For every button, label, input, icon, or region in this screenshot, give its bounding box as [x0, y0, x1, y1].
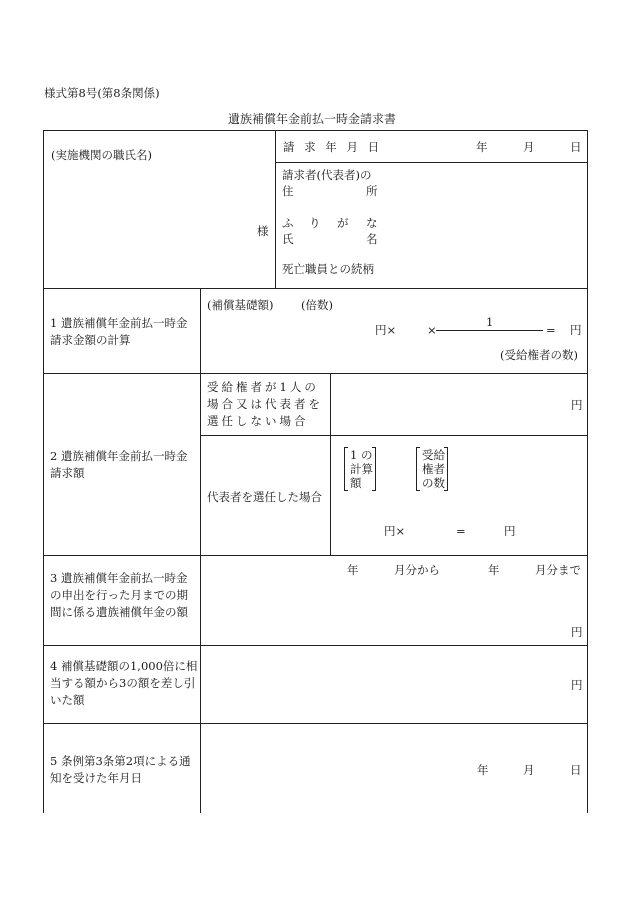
bracket2-left — [416, 447, 420, 491]
rep-result-yen: 円 — [504, 524, 516, 538]
case-single-yen: 円 — [571, 398, 583, 412]
request-date-year: 年 — [476, 140, 488, 154]
case-single-label: 受給権者が1人の場合又は代表者を選任しない場合 — [207, 380, 323, 428]
rep-equals: = — [456, 524, 466, 538]
bracket1-left — [344, 447, 348, 491]
furigana-char-1: ふ — [282, 216, 294, 230]
times-symbol: × — [427, 323, 437, 337]
until-month-label: 月分まで — [535, 563, 581, 577]
notice-year: 年 — [477, 763, 489, 777]
request-date-month: 月 — [523, 140, 535, 154]
from-month-label: 月分から — [394, 563, 440, 577]
bracket1-line1: 1 の — [350, 448, 373, 462]
bracket1-line3: 額 — [350, 476, 362, 490]
bracket2-line1: 受給 — [422, 448, 445, 462]
fraction-numerator: 1 — [486, 315, 494, 329]
bracket2-line3: の数 — [422, 476, 445, 490]
agency-label: (実施機関の職氏名) — [51, 148, 152, 162]
notice-month: 月 — [523, 763, 535, 777]
sama-label: 様 — [257, 224, 269, 238]
relationship-label: 死亡職員との続柄 — [282, 262, 374, 276]
furigana-char-4: な — [366, 216, 378, 230]
multiplier-label: (倍数) — [301, 298, 333, 312]
name-label-right: 名 — [366, 232, 378, 246]
fraction-denominator: (受給権者の数) — [500, 348, 578, 362]
bracket2-line2: 権者 — [422, 462, 445, 476]
case-representative-label: 代表者を選任した場合 — [207, 490, 322, 504]
until-year: 年 — [488, 563, 500, 577]
section3-yen: 円 — [571, 625, 583, 639]
page-title: 遺族補償年金前払一時金請求書 — [228, 112, 397, 126]
section3-label: 3 遺族補償年金前払一時金の申出を行った月までの期間に係る遺族補償年金の額 — [50, 571, 188, 619]
name-label-left: 氏 — [282, 232, 294, 246]
section5-label: 5 条例第3条第2項による通知を受けた年月日 — [50, 754, 191, 785]
yen-times: 円× — [375, 323, 397, 337]
notice-day: 日 — [570, 763, 582, 777]
claimant-label: 請求者(代表者)の — [282, 168, 372, 182]
section1-yen: 円 — [570, 323, 582, 337]
request-date-label: 請 求 年 月 日 — [283, 140, 383, 154]
bracket2-right — [444, 447, 448, 491]
form-number: 様式第8号(第8条関係) — [44, 86, 160, 100]
furigana-char-2: り — [309, 216, 321, 230]
bracket1-line2: 計算 — [350, 462, 373, 476]
bracket1-right — [372, 447, 376, 491]
section2-label: 2 遺族補償年金前払一時金請求額 — [50, 449, 188, 480]
section4-yen: 円 — [571, 678, 583, 692]
address-label-right: 所 — [366, 184, 378, 198]
address-label-left: 住 — [282, 184, 294, 198]
equals-symbol: = — [546, 323, 556, 337]
base-amount-label: (補償基礎額) — [207, 298, 274, 312]
rep-yen-times: 円× — [384, 524, 406, 538]
section1-label: 1 遺族補償年金前払一時金請求金額の計算 — [50, 316, 188, 347]
furigana-char-3: が — [337, 216, 349, 230]
section4-label: 4 補償基礎額の1,000倍に相当する額から3の額を差し引いた額 — [50, 659, 198, 707]
from-year: 年 — [347, 563, 359, 577]
request-date-day: 日 — [570, 140, 582, 154]
fraction-bar — [436, 330, 543, 331]
